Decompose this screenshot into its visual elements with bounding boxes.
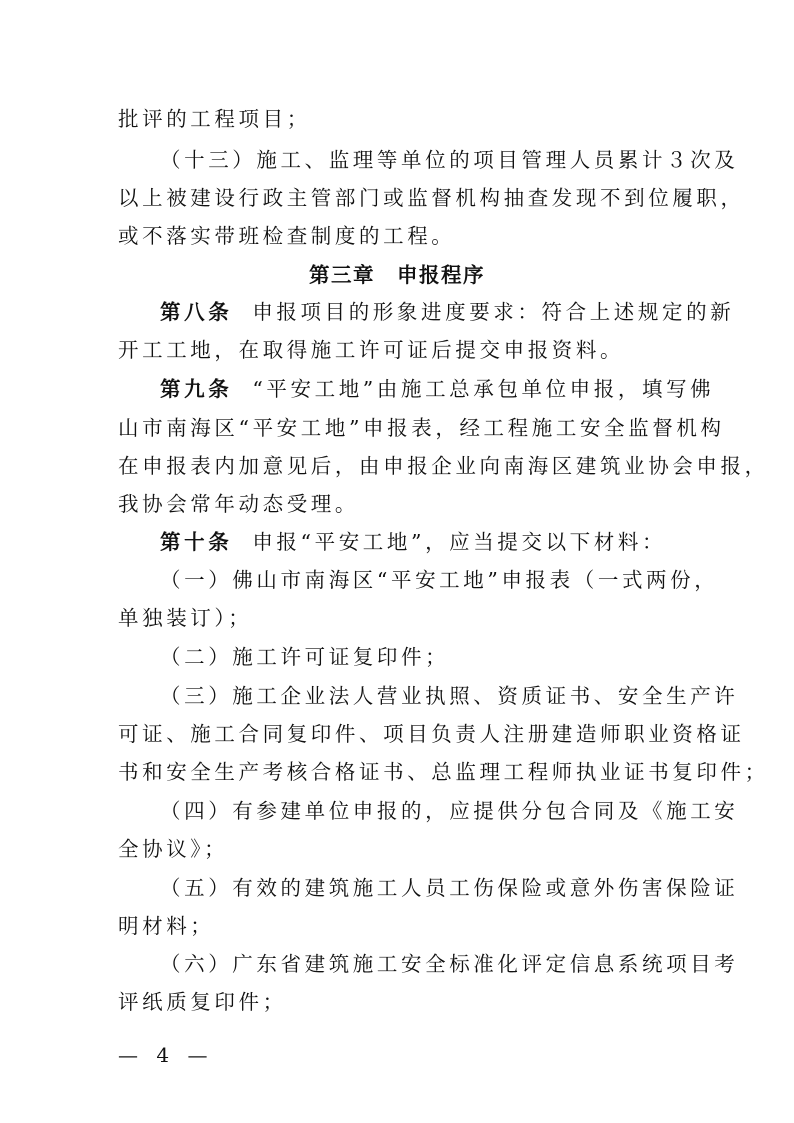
text-line: （三）施工企业法人营业执照、资质证书、安全生产许 xyxy=(160,684,739,708)
text-line: 开工工地，在取得施工许可证后提交申报资料。 xyxy=(118,338,625,362)
article-ten-line xyxy=(160,523,666,561)
article-nine-line xyxy=(160,370,714,408)
article-eight-line xyxy=(160,293,734,331)
article-nine-label: 第九条 xyxy=(160,377,233,401)
text-line: 可证、施工合同复印件、项目负责人注册建造师职业资格证 xyxy=(118,722,745,746)
text-line: 批评的工程项目； xyxy=(118,107,311,131)
text-line: 评纸质复印件； xyxy=(118,990,287,1014)
text-line: 或不落实带班检查制度的工程。 xyxy=(118,224,456,248)
article-ten-text: 申报“平安工地”，应当提交以下材料： xyxy=(252,530,667,554)
text-line: 明材料； xyxy=(118,914,215,938)
text-line: 书和安全生产考核合格证书、总监理工程师执业证书复印件； xyxy=(118,760,769,784)
text-line: 全协议》； xyxy=(118,837,229,861)
page-number: — 4 — xyxy=(118,1043,214,1067)
text-line: （五）有效的建筑施工人员工伤保险或意外伤害保险证 xyxy=(160,876,739,900)
chapter-heading: 第三章 申报程序 xyxy=(309,263,485,287)
text-line: 以上被建设行政主管部门或监督机构抽查发现不到位履职， xyxy=(118,186,745,210)
text-line: 我协会常年动态受理。 xyxy=(118,492,359,516)
article-ten-label: 第十条 xyxy=(160,530,233,554)
article-eight-label: 第八条 xyxy=(160,300,233,324)
text-line: 单独装订）； xyxy=(118,606,253,630)
text-line: （二）施工许可证复印件； xyxy=(160,645,450,669)
text-line: （四）有参建单位申报的，应提供分包合同及《施工安 xyxy=(160,799,739,823)
text-line: （一）佛山市南海区“平安工地”申报表（一式两份， xyxy=(160,568,719,592)
text-line: 在申报表内加意见后，由申报企业向南海区建筑业协会申报， xyxy=(118,454,769,478)
article-nine-text: “平安工地”由施工总承包单位申报，填写佛 xyxy=(252,377,715,401)
text-line: 山市南海区“平安工地”申报表，经工程施工安全监督机构 xyxy=(118,416,725,440)
article-eight-text: 申报项目的形象进度要求：符合上述规定的新 xyxy=(252,300,735,324)
text-line: （六）广东省建筑施工安全标准化评定信息系统项目考 xyxy=(160,952,739,976)
text-line: （十三）施工、监理等单位的项目管理人员累计３次及 xyxy=(160,148,739,172)
